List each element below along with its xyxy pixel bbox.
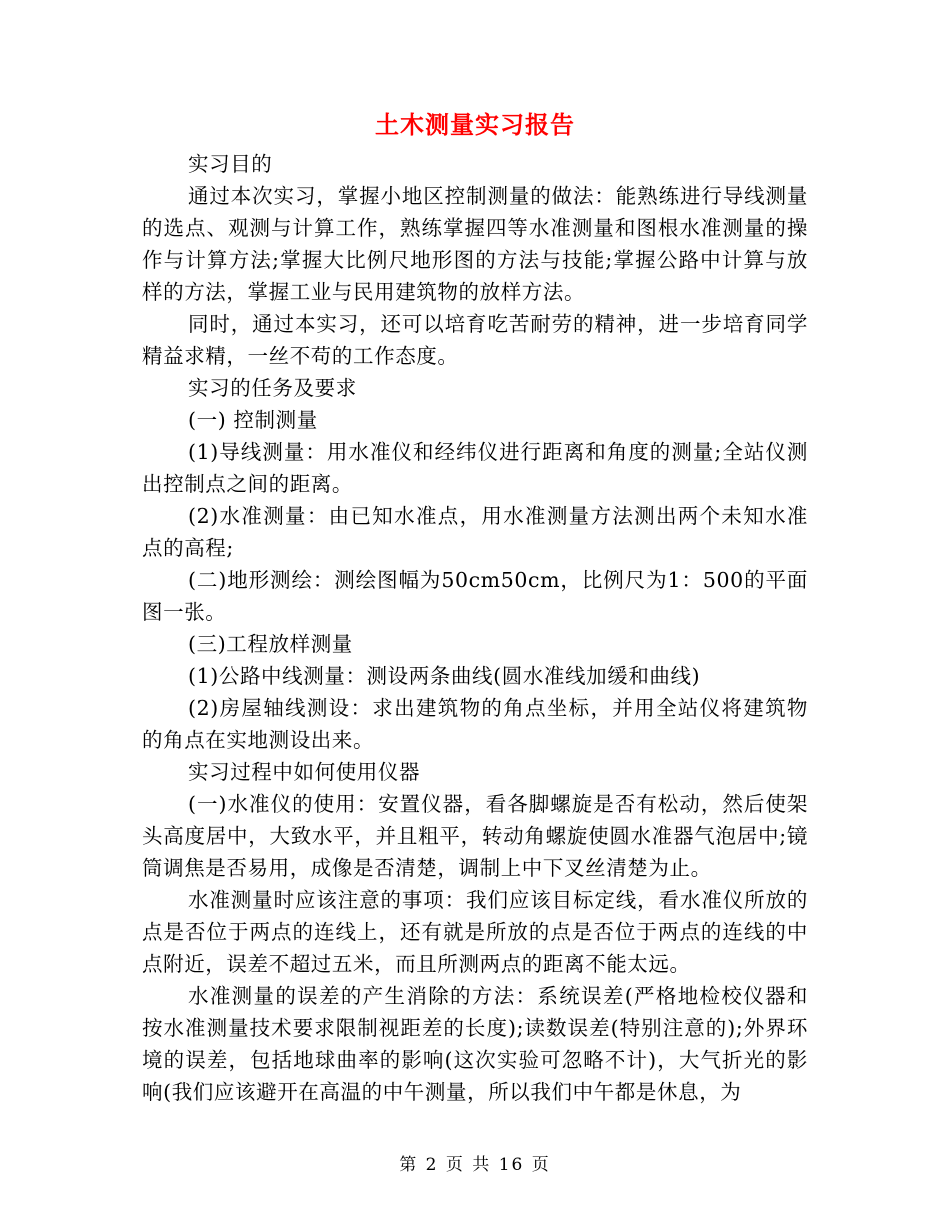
- subheading-stakeout-survey: (三)工程放样测量: [188, 632, 353, 656]
- paragraph-leveling-survey: (2)水准测量：由已知水准点，用水准测量方法测出两个未知水准点的高程;: [142, 504, 808, 560]
- subheading-control-survey: (一) 控制测量: [188, 408, 318, 432]
- section-heading-instruments: 实习过程中如何使用仪器: [188, 760, 421, 784]
- document-body: [142, 148, 808, 1108]
- section-heading-purpose: 实习目的: [188, 152, 273, 176]
- document-title: 土木测量实习报告: [375, 110, 575, 139]
- page-footer: 第 2 页 共 16 页: [399, 1155, 551, 1175]
- section-heading-tasks: 实习的任务及要求: [188, 376, 357, 400]
- paragraph-leveling-errors: 水准测量的误差的产生消除的方法：系统误差(严格地检校仪器和按水准测量技术要求限制视距差的长度);读数误差(特别注意的);外界环境的误差，包括地球曲率的影响(这次实验可忽略不计)，大气折光的影响(我们应该避开在高温的中午测量，所以我们中午都是休息，为: [142, 984, 808, 1104]
- paragraph-traverse-survey: (1)导线测量：用水准仪和经纬仪进行距离和角度的测量;全站仪测出控制点之间的距离。: [142, 440, 808, 496]
- paragraph-topographic-mapping: (二)地形测绘：测绘图幅为50cm50cm，比例尺为1：500的平面图一张。: [142, 568, 808, 624]
- paragraph-leveling-notes: 水准测量时应该注意的事项：我们应该目标定线，看水准仪所放的点是否位于两点的连线上，还有就是所放的点是否位于两点的连线的中点附近，误差不超过五米，而且所测两点的距离不能太远。: [142, 888, 808, 976]
- paragraph-level-usage: (一)水准仪的使用：安置仪器，看各脚螺旋是否有松动，然后使架头高度居中，大致水平，并且粗平，转动角螺旋使圆水准器气泡居中;镜筒调焦是否易用，成像是否清楚，调制上中下叉丝清楚为止。: [142, 792, 808, 880]
- paragraph-purpose: 通过本次实习，掌握小地区控制测量的做法：能熟练进行导线测量的选点、观测与计算工作，熟练掌握四等水准测量和图根水准测量的操作与计算方法;掌握大比例尺地形图的方法与技能;掌握公路中计算与放样的方法，掌握工业与民用建筑物的放样方法。: [142, 184, 808, 304]
- paragraph-building-axis: (2)房屋轴线测设：求出建筑物的角点坐标，并用全站仪将建筑物的角点在实地测设出来。: [142, 696, 808, 752]
- paragraph-road-centerline: (1)公路中线测量：测设两条曲线(圆水准线加缓和曲线): [188, 664, 701, 688]
- paragraph-attitude: 同时，通过本实习，还可以培育吃苦耐劳的精神，进一步培育同学精益求精，一丝不苟的工作态度。: [142, 312, 808, 368]
